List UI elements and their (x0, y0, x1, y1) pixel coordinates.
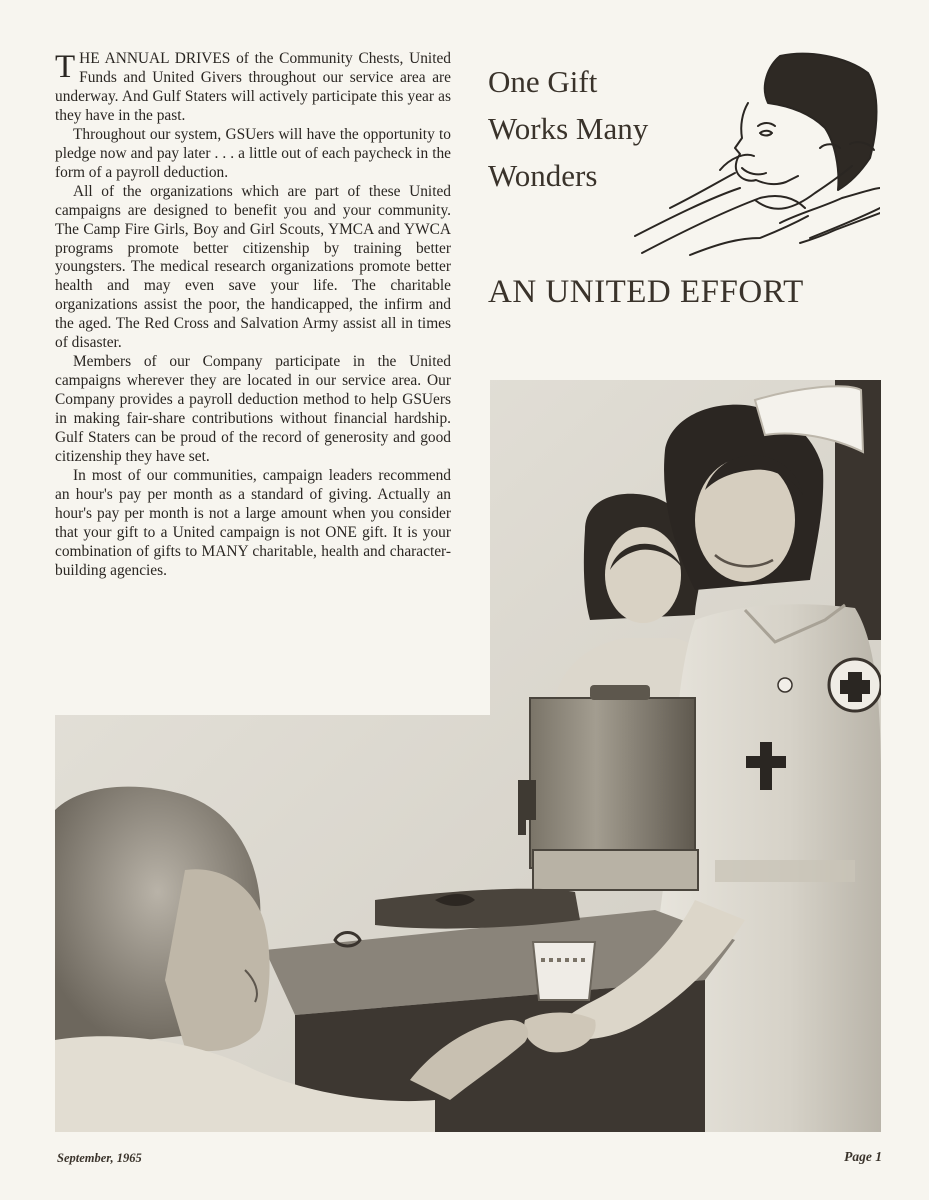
volunteers-serving-patient-photo (55, 380, 881, 1132)
paragraph-3: All of the organizations which are part of these United campaigns are designed to benefit you and your community. The Camp Fire Girls, Boy and Girl Scouts, YMCA and YWCA programs promote better citizenship by training better youngsters. The medical research organizations promote better health and may even save your life. The charitable organizations assist the poor, the handicapped, the infirm and the aged. The Red Cross and Salvation Army assist all in times of disaster. (55, 182, 451, 352)
page-number: Page 1 (844, 1149, 882, 1164)
headline-line-2: Works Many (488, 111, 649, 146)
paragraph-1-text: HE ANNUAL DRIVES of the Community Chests, United Funds and United Givers throughout our service area are underway. And Gulf Staters will actively participate this year as they have in the past. (55, 50, 451, 124)
headline-line-1: One Gift (488, 64, 598, 99)
paragraph-5: In most of our communities, campaign leaders recommend an hour's pay per month as a standard of giving. Actually an hour's pay per month is not a large amount when you consider that your gift to a United campaign is not ONE gift. It is your combination of gifts to MANY charitable, health and character-building agencies. (55, 466, 451, 579)
child-face-illustration (630, 48, 880, 258)
headline-line-3: Wonders (488, 158, 598, 193)
drop-cap: T (55, 49, 76, 85)
paragraph-1 (55, 50, 451, 126)
headline (488, 58, 648, 199)
paragraph-4: Members of our Company participate in the United campaigns wherever they are located in our service area. Our Company provides a payroll deduction method to help GSUers in making fair-share contributions without financial hardship. Gulf Staters can be proud of the record of generosity and good citizenship they have set. (55, 353, 451, 466)
paragraph-2: Throughout our system, GSUers will have the opportunity to pledge now and pay later . . . a little out of each paycheck in the form of a payroll deduction. (55, 125, 451, 181)
footer-date: September, 1965 (57, 1151, 142, 1165)
subheadline: AN UNITED EFFORT (488, 274, 804, 310)
